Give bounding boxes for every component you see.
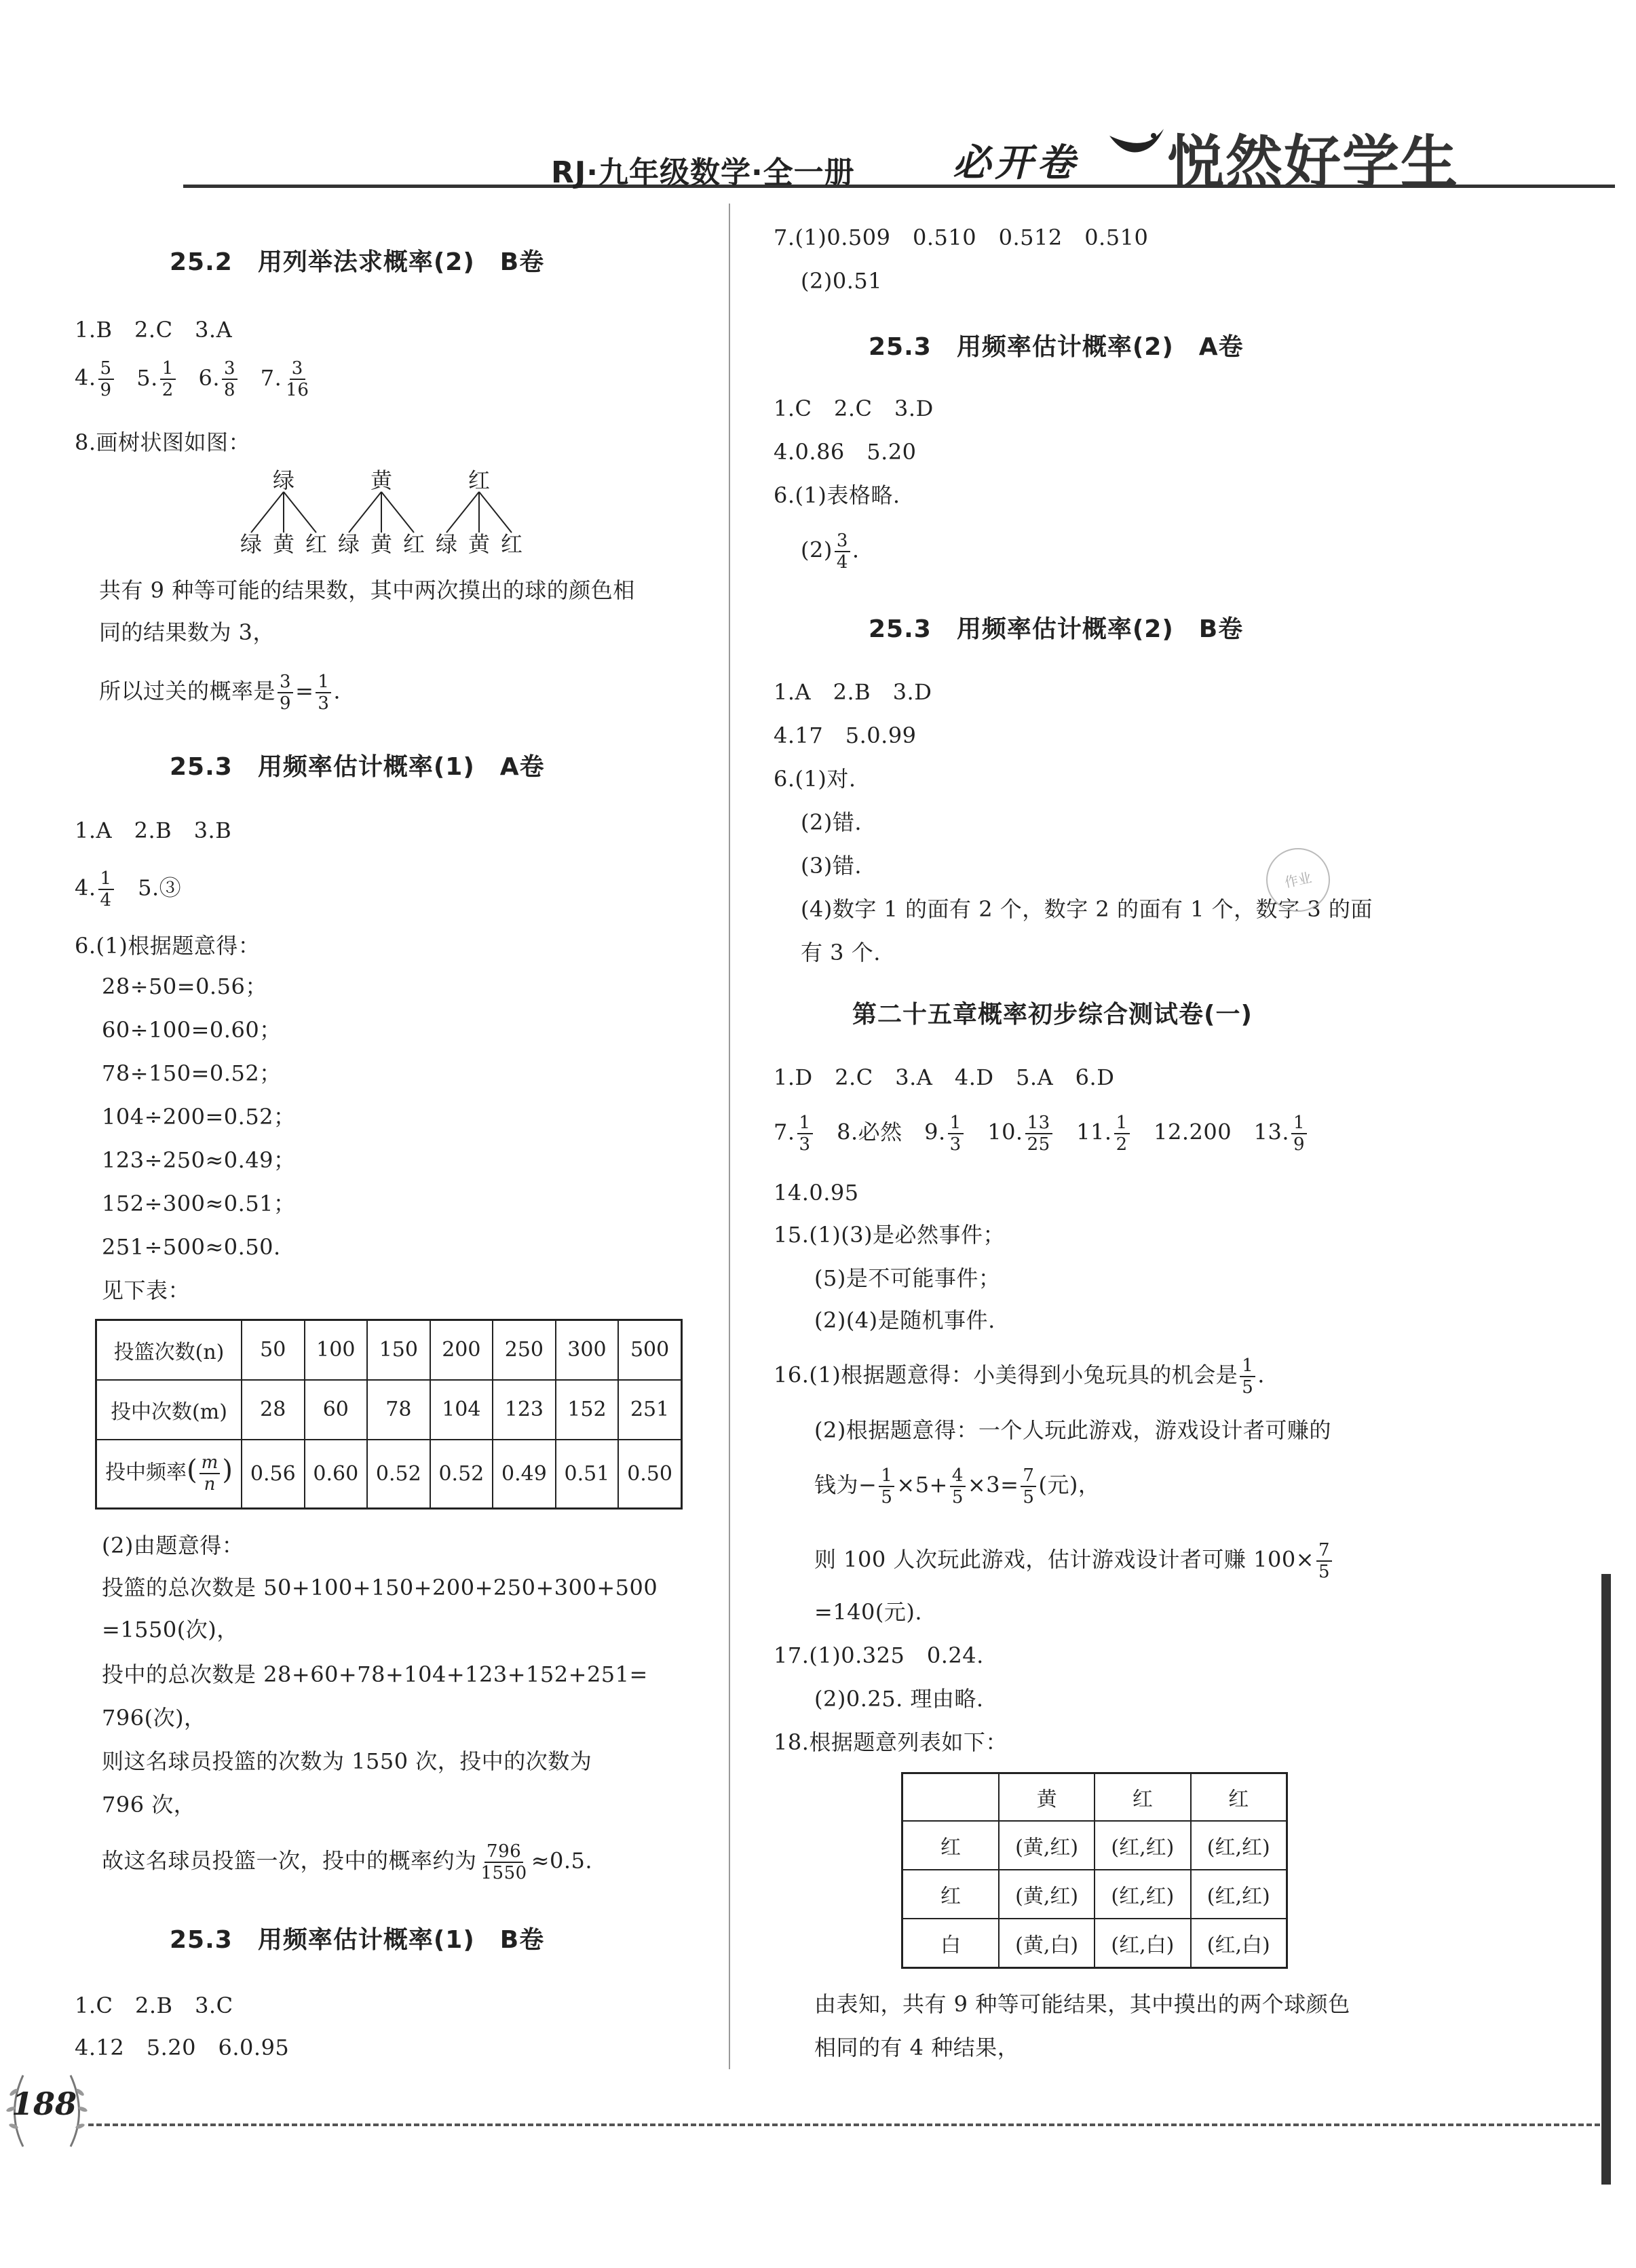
answer-line: 4.12 5.20 6.0.95	[75, 2035, 290, 2060]
table-cell: (黄,红)	[999, 1821, 1095, 1870]
table-row-label: 投中次数(m)	[96, 1380, 242, 1440]
calc-line: 152÷300≈0.51；	[102, 1191, 296, 1216]
table-cell: 150	[367, 1320, 430, 1380]
table-cell: 123	[493, 1380, 556, 1440]
table-cell: (红,红)	[1095, 1870, 1190, 1919]
answer-line: 1.B 2.C 3.A	[75, 317, 233, 343]
section-title-chapter-test: 第二十五章概率初步综合测试卷(一)	[852, 1001, 1253, 1029]
homework-stamp: 作业	[1260, 842, 1335, 917]
table-row-label: 投篮次数(n)	[96, 1320, 242, 1380]
tree-leaf: 黄	[468, 531, 491, 557]
answer-line: (2)(4)是随机事件.	[814, 1307, 995, 1333]
answer-line: =1550(次)，	[102, 1617, 239, 1642]
calc-line: 见下表：	[102, 1277, 191, 1303]
table-cell: 0.52	[367, 1440, 430, 1509]
table-cell: (黄,白)	[999, 1919, 1095, 1967]
tree-top-node: 红	[468, 467, 491, 493]
tree-leaf: 绿	[338, 531, 360, 557]
table-cell: 152	[556, 1380, 619, 1440]
table-cell: 200	[430, 1320, 493, 1380]
answer-paragraph: 共有 9 种等可能的结果数，其中两次摸出的球的颜色相	[99, 577, 635, 603]
answer-line: (2)0.25. 理由略.	[814, 1686, 984, 1712]
section-title-25-3-2-a: 25.3 用频率估计概率(2) A卷	[869, 333, 1244, 361]
tree-leaf: 绿	[240, 531, 263, 557]
table-cell: 0.52	[430, 1440, 493, 1509]
answer-line: 1.A 2.B 3.B	[75, 818, 232, 843]
answer-line: (2)由题意得：	[102, 1533, 244, 1558]
table-cell: (黄,红)	[999, 1870, 1095, 1919]
page-edge-shadow	[1601, 1574, 1611, 2185]
answer-line: 投篮的总次数是 50+100+150+200+250+300+500	[102, 1575, 658, 1600]
answer-line: (3)错.	[801, 853, 862, 879]
table-cell: 0.49	[493, 1440, 556, 1509]
answer-line: 1.C 2.B 3.C	[75, 1993, 233, 2018]
tree-top-node: 绿	[273, 467, 295, 493]
table-cell: 50	[242, 1320, 305, 1380]
table-cell: (红,红)	[1191, 1821, 1287, 1870]
answer-paragraph: 所以过关的概率是 $\frac{3}{9}$ = $\frac{1}{3}$ .	[99, 672, 341, 714]
answer-line: 8.画树状图如图：	[75, 429, 251, 455]
table-row-label: 投中频率( $\frac{m}{n}$ )	[96, 1440, 242, 1509]
footer-rule	[88, 2123, 1608, 2126]
answer-line: (2)错.	[801, 809, 862, 835]
tree-leaf: 黄	[370, 531, 393, 557]
answer-paragraph: 同的结果数为 3，	[99, 619, 275, 645]
answer-line: 796(次)，	[102, 1705, 206, 1731]
answer-line: (4)数字 1 的面有 2 个，数字 2 的面有 1 个，数字 3 的面	[801, 896, 1373, 922]
bird-logo-icon	[1106, 122, 1167, 170]
table-cell: (红,红)	[1191, 1870, 1287, 1919]
table-cell: 28	[242, 1380, 305, 1440]
answer-line: 有 3 个.	[801, 940, 881, 965]
table-header: 黄	[999, 1773, 1095, 1821]
answer-line: 由表知，共有 9 种等可能结果，其中摸出的两个球颜色	[814, 1991, 1350, 2017]
answer-line: 相同的有 4 种结果，	[814, 2035, 1020, 2060]
calc-line: 60÷100=0.60；	[102, 1017, 282, 1043]
table-cell: 104	[430, 1380, 493, 1440]
answer-line: 796 次，	[102, 1792, 196, 1818]
answer-line: 16.(1)根据题意得：小美得到小兔玩具的机会是 $\frac{1}{5}$ .	[774, 1356, 1265, 1398]
answer-line: 4.17 5.0.99	[774, 723, 917, 748]
table-header: 红	[1191, 1773, 1287, 1821]
tree-leaf: 黄	[273, 531, 295, 557]
answer-line-fractions: 4. $\frac{1}{4}$ 5.③	[75, 868, 182, 910]
answer-line: =140(元).	[814, 1599, 923, 1625]
table-cell: 100	[305, 1320, 368, 1380]
table-cell: 0.51	[556, 1440, 619, 1509]
tree-top-node: 黄	[370, 467, 393, 493]
answer-line: 4.0.86 5.20	[774, 439, 917, 465]
answer-line-fractions: 4. $\frac{5}{9}$ 5. $\frac{1}{2}$ 6. $\frac{3}{8}$ 7. $\frac{3}{16}$	[75, 358, 309, 400]
table-cell: 500	[618, 1320, 681, 1380]
answer-line: 则这名球员投篮的次数为 1550 次，投中的次数为	[102, 1748, 592, 1774]
calc-line: 123÷250≈0.49；	[102, 1147, 296, 1173]
answer-line: 钱为− $\frac{1}{5}$ ×5+ $\frac{4}{5}$ ×3= $\frac{7}{5}$ (元)，	[814, 1465, 1101, 1507]
answer-line: 15.(1)(3)是必然事件；	[774, 1222, 1006, 1248]
table-cell: 250	[493, 1320, 556, 1380]
table-corner	[902, 1773, 1000, 1821]
answer-line: (5)是不可能事件；	[814, 1265, 1001, 1291]
answer-line-fractions: 7. $\frac{1}{3}$ 8.必然 9. $\frac{1}{3}$ 10. $\frac{13}{25}$ 11. $\frac{1}{2}$ 12.200 13. $\frac{1}{9}$	[774, 1113, 1309, 1155]
tree-leaf: 红	[501, 531, 523, 557]
answer-line: 则 100 人次玩此游戏，估计游戏设计者可赚 100× $\frac{7}{5}$	[814, 1540, 1334, 1582]
answer-line: 投中的总次数是 28+60+78+104+123+152+251=	[102, 1661, 648, 1687]
tree-leaf: 绿	[436, 531, 458, 557]
table-row-label: 白	[902, 1919, 1000, 1967]
answer-line-fraction: (2) $\frac{3}{4}$ .	[801, 531, 860, 573]
table-row-label: 红	[902, 1870, 1000, 1919]
table-cell: (红,白)	[1095, 1919, 1190, 1967]
answer-line: (2)0.51	[801, 268, 883, 294]
table-cell: (红,红)	[1095, 1821, 1190, 1870]
answer-line: 1.A 2.B 3.D	[774, 679, 932, 705]
answer-line: 1.D 2.C 3.A 4.D 5.A 6.D	[774, 1064, 1115, 1090]
answer-line: 6.(1)表格略.	[774, 482, 900, 508]
header-volume: 必开卷	[953, 140, 1079, 185]
table-cell: 0.60	[305, 1440, 368, 1509]
answer-line: 6.(1)根据题意得：	[75, 933, 261, 959]
calc-line: 28÷50=0.56；	[102, 974, 267, 999]
section-title-25-3-2-b: 25.3 用频率估计概率(2) B卷	[869, 615, 1244, 643]
table-row-label: 红	[902, 1821, 1000, 1870]
page-number: 188	[11, 2086, 77, 2122]
section-title-25-3-1-a: 25.3 用频率估计概率(1) A卷	[170, 753, 545, 781]
table-cell: 0.50	[618, 1440, 681, 1509]
table-cell: 78	[367, 1380, 430, 1440]
answer-line: 7.(1)0.509 0.510 0.512 0.510	[774, 225, 1149, 250]
table-header: 红	[1095, 1773, 1190, 1821]
calc-line: 251÷500≈0.50.	[102, 1234, 281, 1260]
answer-line: 18.根据题意列表如下：	[774, 1729, 1008, 1755]
answer-line: (2)根据题意得：一个人玩此游戏，游戏设计者可赚的	[814, 1417, 1331, 1443]
tree-leaf: 红	[403, 531, 425, 557]
table-cell: 60	[305, 1380, 368, 1440]
calc-line: 104÷200=0.52；	[102, 1104, 296, 1130]
tree-leaf: 红	[305, 531, 328, 557]
table-cell: (红,白)	[1191, 1919, 1287, 1967]
table-cell: 300	[556, 1320, 619, 1380]
answer-line: 17.(1)0.325 0.24.	[774, 1642, 984, 1668]
header-brand: 悦然好学生	[1167, 129, 1460, 195]
answer-line: 1.C 2.C 3.D	[774, 396, 934, 421]
answer-line: 6.(1)对.	[774, 766, 856, 792]
header-series: RJ·九年级数学·全一册	[551, 155, 855, 190]
frequency-table	[95, 1319, 683, 1510]
section-title-25-3-1-b: 25.3 用频率估计概率(1) B卷	[170, 1926, 545, 1954]
table-cell: 251	[618, 1380, 681, 1440]
section-title-25-2-b: 25.2 用列举法求概率(2) B卷	[170, 248, 545, 276]
table-cell: 0.56	[242, 1440, 305, 1509]
outcome-table	[901, 1772, 1288, 1969]
column-divider	[729, 204, 730, 2069]
answer-line: 故这名球员投篮一次，投中的概率约为 $\frac{796}{1550}$ ≈0.5.	[102, 1841, 593, 1883]
calc-line: 78÷150=0.52；	[102, 1060, 282, 1086]
answer-line: 14.0.95	[774, 1180, 859, 1206]
